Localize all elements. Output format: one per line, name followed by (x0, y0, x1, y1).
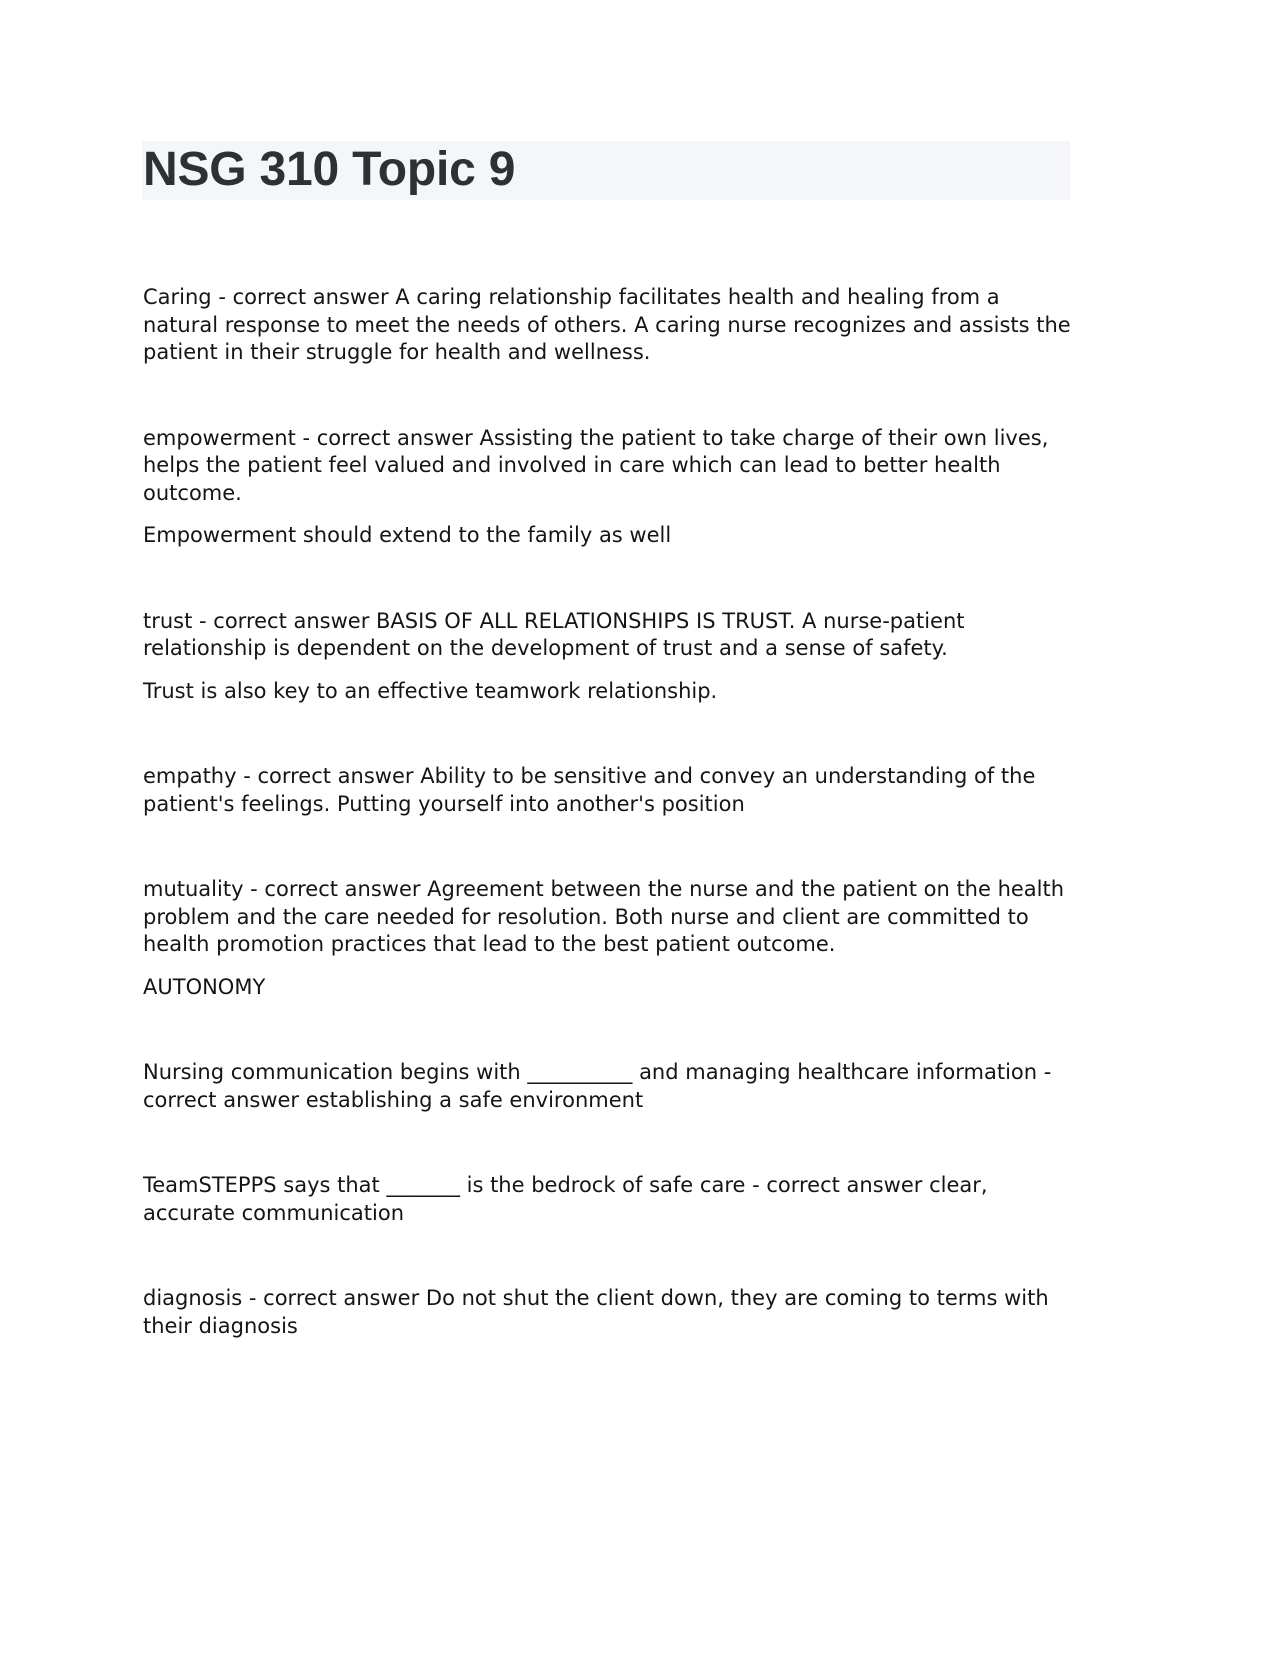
flashcard-entry-caring (143, 284, 1073, 367)
flashcard-entry-diagnosis (143, 1285, 1073, 1340)
entry-text: diagnosis - correct answer Do not shut the client down, they are coming to terms with their diagnosis (143, 1286, 1049, 1338)
entry-text: mutuality - correct answer Agreement between the nurse and the patient on the health problem and the care needed for resolution. Both nurse and client are committed to health promotion practices that lead to the best patient outcome. (143, 877, 1065, 956)
flashcard-entry-nursing-communication (143, 1059, 1073, 1114)
flashcard-entry-trust (143, 608, 1073, 706)
flashcard-list (143, 284, 1073, 1340)
entry-note: AUTONOMY (143, 974, 266, 999)
entry-text: empowerment - correct answer Assisting the patient to take charge of their own lives, helps the patient feel valued and involved in care which can lead to better health outcome. (143, 425, 1049, 505)
page-title: NSG 310 Topic 9 (143, 143, 516, 196)
flashcard-entry-mutuality (143, 876, 1073, 1001)
entry-text: Nursing communication begins with __________ and managing healthcare information - correct answer establishing a safe environment (143, 1060, 1052, 1112)
entry-text: trust - correct answer BASIS OF ALL RELATIONSHIPS IS TRUST. A nurse-patient relationship is dependent on the development of trust and a sense of safety. (143, 608, 965, 660)
entry-note: Empowerment should extend to the family as well (143, 523, 672, 547)
flashcard-entry-empathy (143, 763, 1073, 818)
entry-text: Caring - correct answer A caring relationship facilitates health and healing from a natural response to meet the needs of others. A caring nurse recognizes and assists the patient in their struggle for health and wellness. (143, 285, 1071, 364)
entry-text: empathy - correct answer Ability to be sensitive and convey an understanding of the patient's feelings. Putting yourself into another's position (143, 764, 1036, 816)
flashcard-entry-empowerment (143, 425, 1073, 550)
entry-text: TeamSTEPPS says that _______ is the bedrock of safe care - correct answer clear, accurate communication (143, 1173, 988, 1225)
flashcard-entry-teamstepps (143, 1172, 1073, 1227)
entry-note: Trust is also key to an effective teamwork relationship. (143, 678, 718, 703)
